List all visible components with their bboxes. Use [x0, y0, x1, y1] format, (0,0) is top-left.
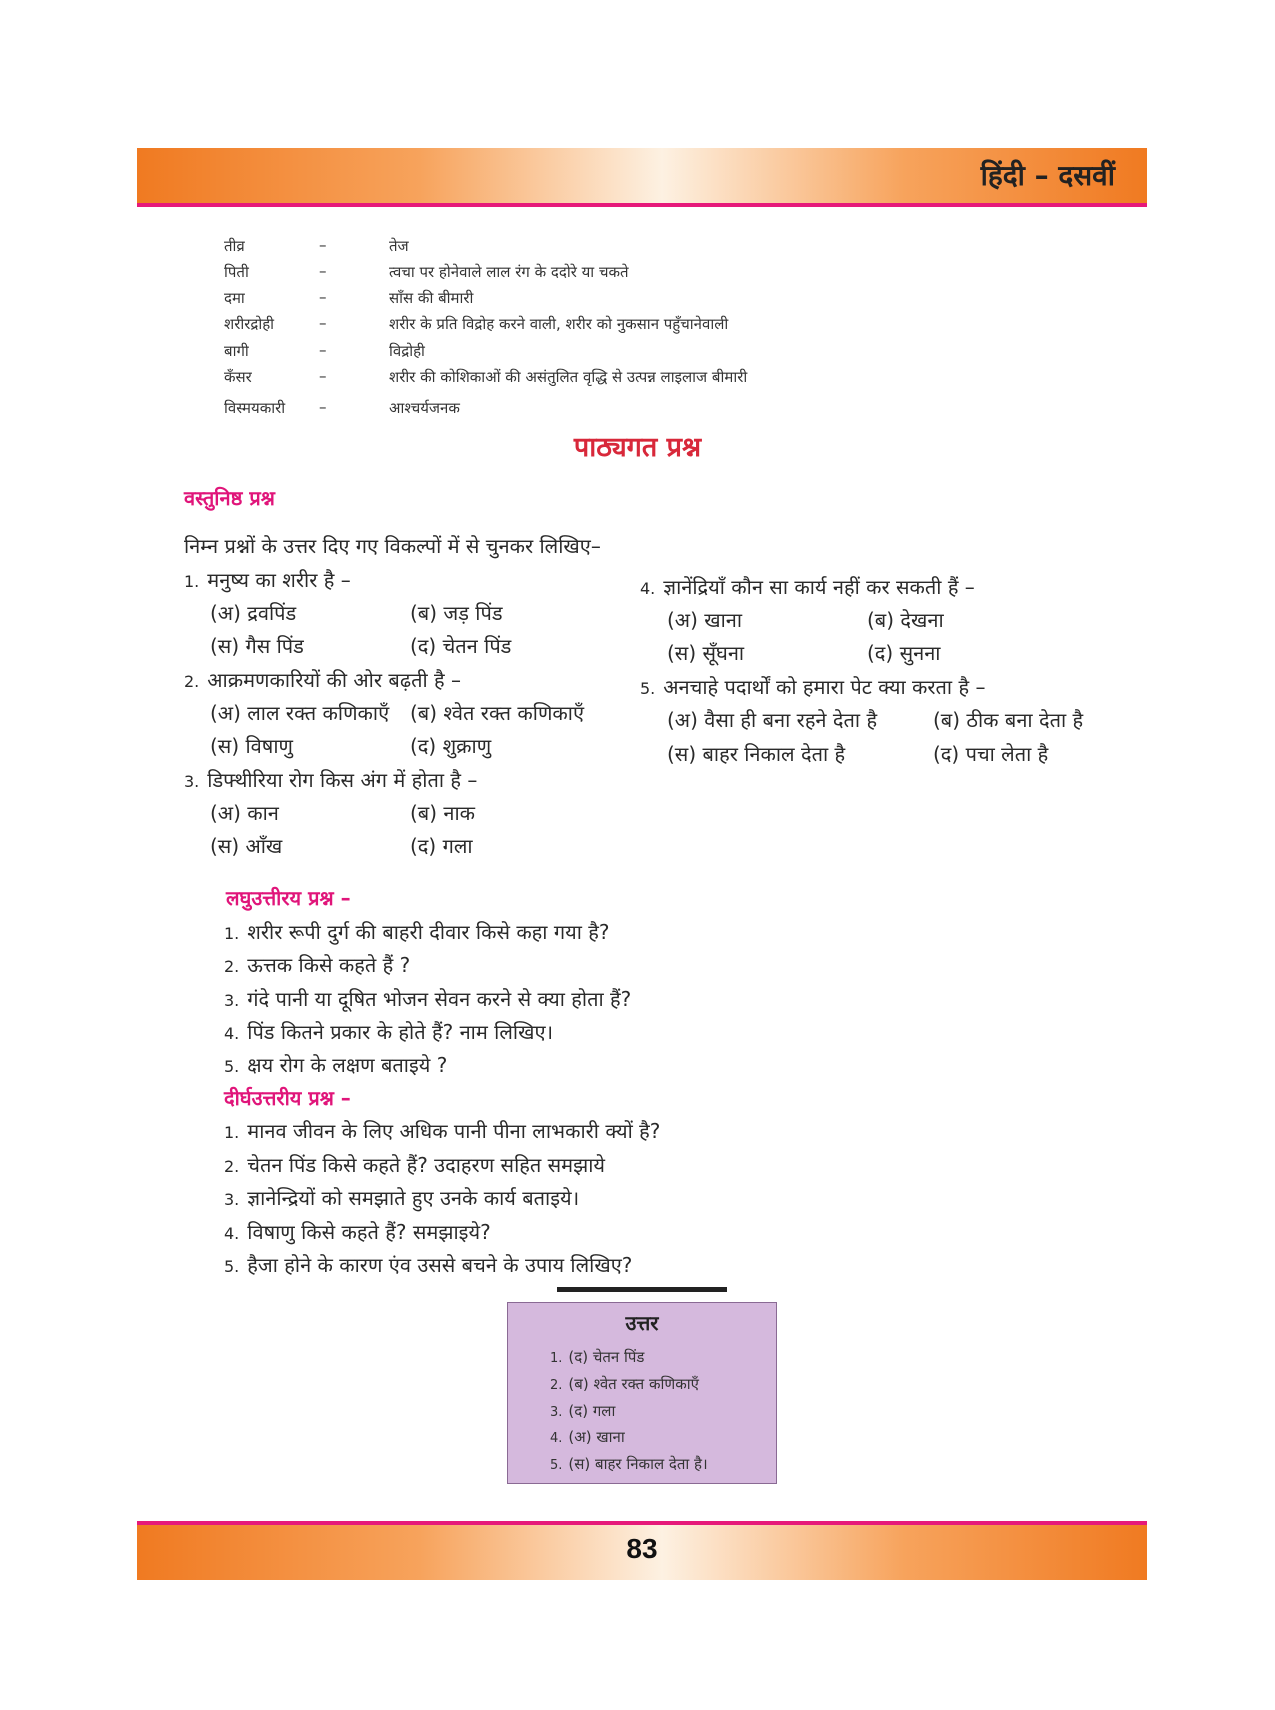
long-answer-question — [224, 1184, 579, 1211]
header-title: हिंदी – दसवीं — [980, 159, 1115, 192]
option: (स) विषाणु — [210, 734, 293, 758]
section-title: पाठ्यगत प्रश्न — [573, 432, 702, 463]
answer-text: (ब) श्वेत रक्त कणिकाएँ — [568, 1375, 699, 1393]
question-text: चेतन पिंड किसे कहते हैं? उदाहरण सहित समझाये — [247, 1153, 606, 1177]
answer-number: 5. — [550, 1458, 563, 1473]
glossary-term: शरीरद्रोही — [224, 315, 275, 333]
answer-number: 2. — [550, 1378, 563, 1393]
question-number: 3. — [224, 1190, 240, 1209]
glossary-meaning: तेज — [389, 237, 409, 255]
glossary-meaning: साँस की बीमारी — [389, 289, 474, 307]
question-number: 2. — [224, 957, 240, 976]
option: (स) सूँघना — [667, 641, 745, 665]
glossary-meaning: आश्चर्यजनक — [389, 399, 460, 417]
question-number: 4. — [224, 1224, 240, 1243]
long-answer-heading: दीर्घउत्तरीय प्रश्न – — [224, 1086, 351, 1110]
short-answer-question — [224, 918, 609, 945]
question-text: विषाणु किसे कहते हैं? समझाइये? — [247, 1220, 491, 1244]
long-answer-question — [224, 1218, 491, 1245]
option: (द) गला — [410, 834, 473, 858]
glossary-dash: – — [319, 262, 327, 280]
question-text: गंदे पानी या दूषित भोजन सेवन करने से क्या होता हैं? — [247, 987, 632, 1011]
question-number: 4. — [640, 579, 656, 598]
answer-number: 4. — [550, 1431, 563, 1446]
glossary-dash: – — [319, 314, 327, 332]
question-number: 5. — [640, 679, 656, 698]
answer-box — [507, 1302, 777, 1484]
question-text: ज्ञानेन्द्रियों को समझाते हुए उनके कार्य बताइये। — [247, 1186, 580, 1210]
answer-title: उत्तर — [625, 1311, 659, 1335]
question-text: अनचाहे पदार्थों को हमारा पेट क्या करता है – — [663, 675, 986, 699]
question-text: आक्रमणकारियों की ओर बढ़ती है – — [207, 668, 462, 692]
footer-band — [137, 1521, 1147, 1580]
short-answer-question — [224, 1018, 553, 1045]
question-number: 1. — [224, 924, 240, 943]
glossary-term: दमा — [224, 289, 245, 307]
answer-number: 3. — [550, 1405, 563, 1420]
glossary-meaning: शरीर की कोशिकाओं की असंतुलित वृद्धि से उत्पन्न लाइलाज बीमारी — [389, 368, 748, 386]
option: (स) गैस पिंड — [210, 634, 304, 658]
answer-item — [550, 1401, 615, 1421]
option: (ब) जड़ पिंड — [410, 601, 503, 625]
answer-number: 1. — [550, 1351, 563, 1366]
question-text: क्षय रोग के लक्षण बताइये ? — [247, 1053, 448, 1077]
option: (स) बाहर निकाल देता है — [667, 742, 846, 766]
answer-item — [550, 1347, 644, 1367]
glossary-meaning: विद्रोही — [389, 342, 425, 360]
divider — [557, 1287, 727, 1292]
option: (ब) नाक — [410, 801, 476, 825]
glossary-meaning: शरीर के प्रति विद्रोह करने वाली, शरीर को नुकसान पहुँचानेवाली — [389, 315, 729, 333]
objective-instruction: निम्न प्रश्नों के उत्तर दिए गए विकल्पों में से चुनकर लिखिए– — [184, 534, 601, 558]
answer-text: (अ) खाना — [568, 1428, 625, 1446]
option: (ब) श्वेत रक्त कणिकाएँ — [410, 701, 585, 725]
objective-question — [184, 766, 477, 793]
question-number: 3. — [184, 772, 200, 791]
objective-question — [184, 566, 351, 593]
question-number: 2. — [224, 1157, 240, 1176]
long-answer-question — [224, 1151, 605, 1178]
question-text: ऊत्तक किसे कहते हैं ? — [247, 953, 411, 977]
answer-item — [550, 1454, 708, 1474]
short-answer-question — [224, 985, 631, 1012]
option: (ब) देखना — [867, 608, 944, 632]
glossary-dash: – — [319, 341, 327, 359]
answer-text: (स) बाहर निकाल देता है। — [568, 1455, 708, 1473]
glossary-meaning: त्वचा पर होनेवाले लाल रंग के ददोरे या चकते — [389, 263, 629, 281]
short-answer-question — [224, 1051, 447, 1078]
glossary-dash: – — [319, 236, 327, 254]
answer-item — [550, 1427, 625, 1447]
question-number: 1. — [184, 572, 200, 591]
question-text: मनुष्य का शरीर है – — [207, 568, 351, 592]
glossary-term: विस्मयकारी — [224, 399, 286, 417]
answer-text: (द) चेतन पिंड — [568, 1348, 645, 1366]
objective-heading: वस्तुनिष्ठ प्रश्न — [184, 486, 275, 510]
glossary-term: पिती — [224, 263, 249, 281]
objective-question — [184, 666, 461, 693]
question-text: मानव जीवन के लिए अधिक पानी पीना लाभकारी क्यों है? — [247, 1119, 661, 1143]
question-number: 2. — [184, 672, 200, 691]
option: (अ) द्रवपिंड — [210, 601, 297, 625]
question-text: हैजा होने के कारण एंव उससे बचने के उपाय लिखिए? — [247, 1253, 633, 1277]
objective-question — [640, 573, 975, 600]
answer-text: (द) गला — [568, 1402, 616, 1420]
glossary-dash: – — [319, 367, 327, 385]
question-number: 4. — [224, 1024, 240, 1043]
question-text: डिफ्थीरिया रोग किस अंग में होता है – — [207, 768, 478, 792]
glossary-term: बागी — [224, 342, 249, 360]
answer-item — [550, 1374, 699, 1394]
option: (अ) लाल रक्त कणिकाएँ — [210, 701, 390, 725]
option: (द) पचा लेता है — [933, 742, 1049, 766]
page-number: 83 — [626, 1533, 658, 1564]
question-text: ज्ञानेंद्रियाँ कौन सा कार्य नहीं कर सकती हैं – — [663, 575, 975, 599]
option: (ब) ठीक बना देता है — [933, 708, 1084, 732]
short-answer-heading: लघुउत्तीरय प्रश्न – — [226, 886, 351, 910]
option: (स) आँख — [210, 834, 283, 858]
objective-question — [640, 673, 985, 700]
question-text: पिंड कितने प्रकार के होते हैं? नाम लिखिए। — [247, 1020, 554, 1044]
question-number: 3. — [224, 991, 240, 1010]
glossary-term: कँसर — [224, 368, 252, 386]
long-answer-question — [224, 1251, 632, 1278]
option: (अ) कान — [210, 801, 279, 825]
header-band — [137, 148, 1147, 207]
option: (अ) खाना — [667, 608, 743, 632]
question-number: 5. — [224, 1257, 240, 1276]
long-answer-question — [224, 1117, 660, 1144]
option: (द) सुनना — [867, 641, 941, 665]
question-text: शरीर रूपी दुर्ग की बाहरी दीवार किसे कहा गया है? — [247, 920, 610, 944]
glossary-term: तीव्र — [224, 237, 245, 255]
short-answer-question — [224, 951, 410, 978]
glossary-dash: – — [319, 398, 327, 416]
question-number: 1. — [224, 1123, 240, 1142]
option: (अ) वैसा ही बना रहने देता है — [667, 708, 878, 732]
option: (द) शुक्राणु — [410, 734, 492, 758]
glossary-dash: – — [319, 288, 327, 306]
option: (द) चेतन पिंड — [410, 634, 512, 658]
question-number: 5. — [224, 1057, 240, 1076]
